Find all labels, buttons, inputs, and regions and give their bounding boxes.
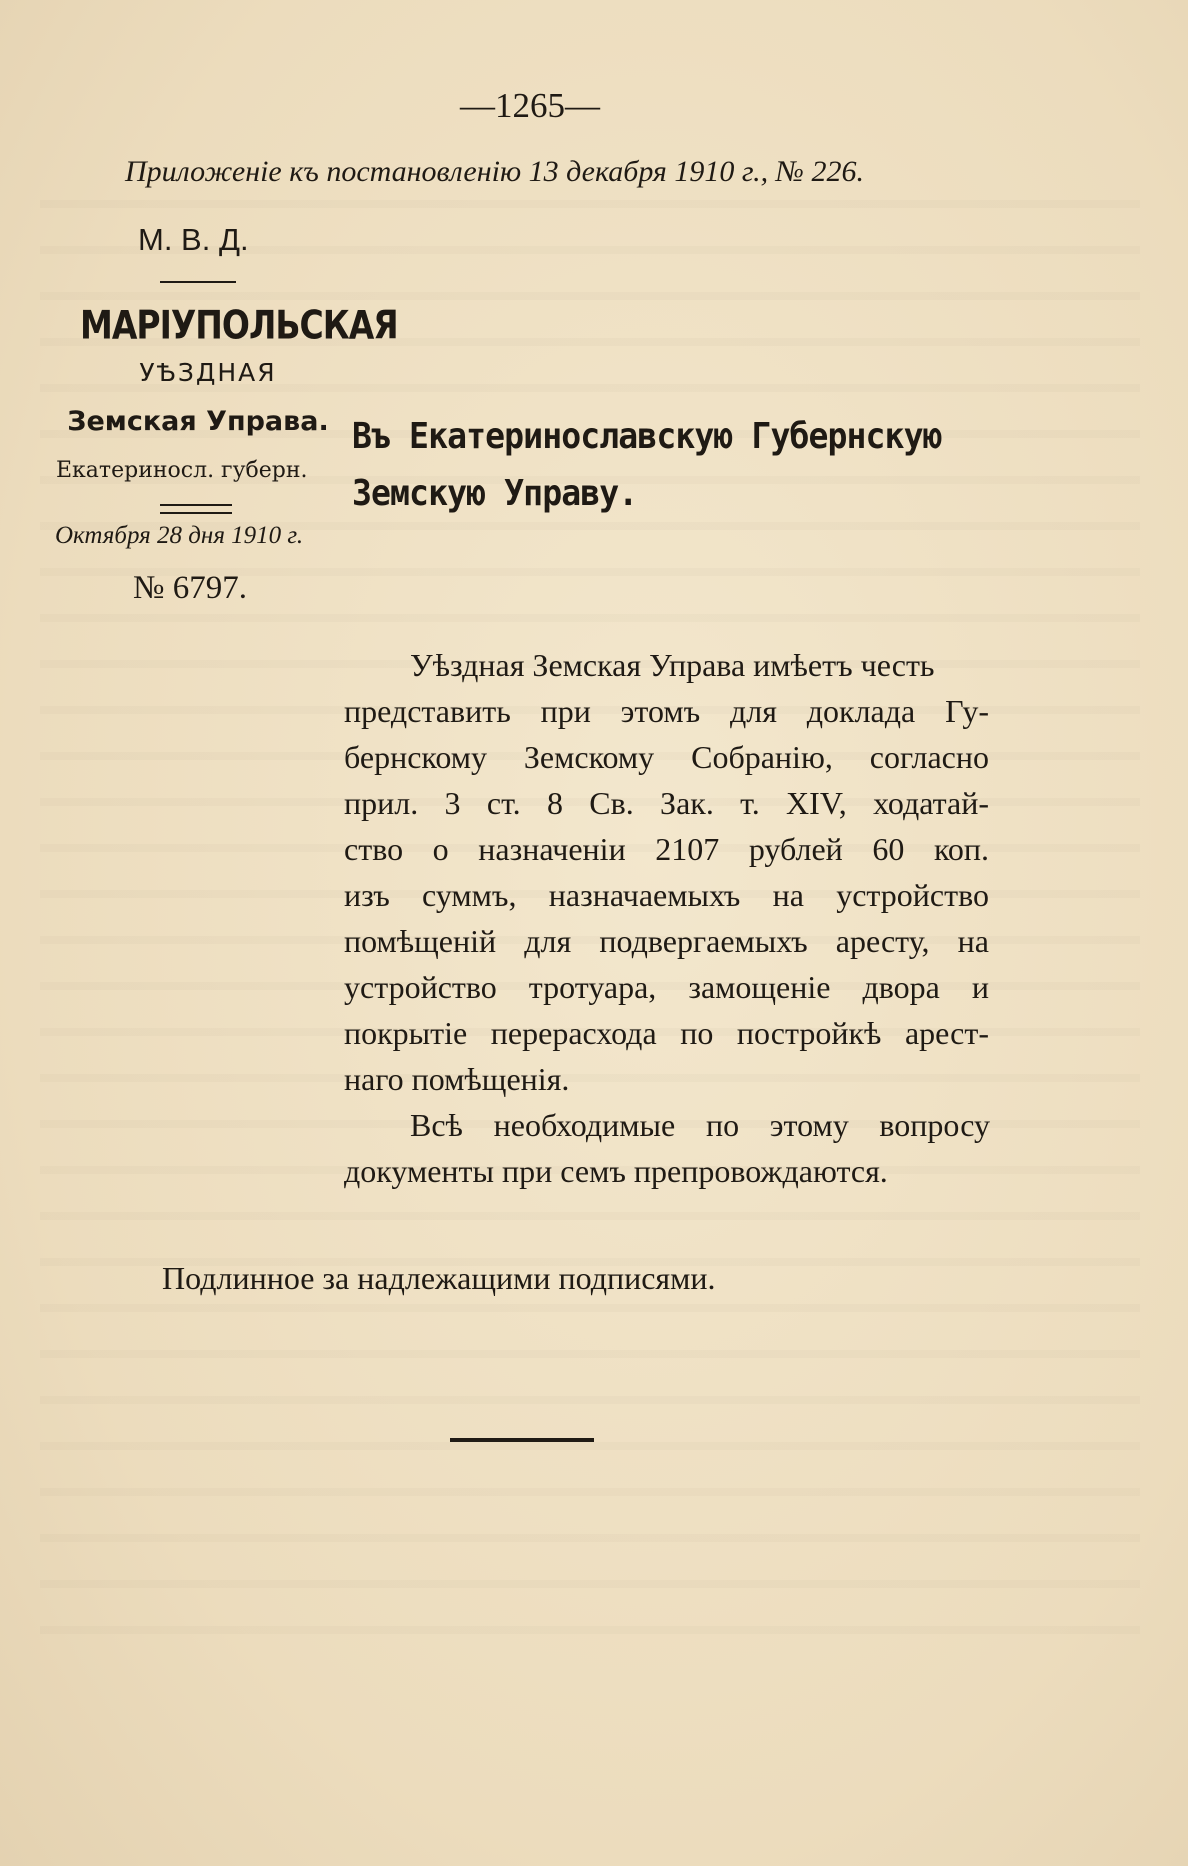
body-line: помѣщенiй для подвергаемыхъ аресту, на bbox=[344, 923, 989, 959]
letter-date: Октября 28 дня 1910 г. bbox=[55, 522, 304, 549]
body-line: устройство тротуара, замощенiе двора и bbox=[344, 969, 989, 1005]
body-line: Всѣ необходимые по этому вопросу bbox=[410, 1107, 990, 1143]
addressee-line: Земскую Управу. bbox=[352, 473, 638, 514]
body-line: покрытiе перерасхода по постройкѣ арест- bbox=[344, 1015, 989, 1051]
page-number: —1265— bbox=[460, 86, 600, 125]
ministry-abbreviation: М. В. Д. bbox=[138, 222, 249, 257]
addressee bbox=[352, 408, 942, 522]
letter-number: № 6797. bbox=[133, 570, 247, 606]
body-line: ство о назначенiи 2107 рублей 60 коп. bbox=[344, 831, 989, 867]
sender-name: МАРIУПОЛЬСКАЯ bbox=[80, 302, 398, 349]
sender-office: Земская Управа. bbox=[67, 406, 329, 437]
addressee-line: Въ Екатеринославскую Губернскую bbox=[352, 416, 942, 457]
end-divider bbox=[450, 1438, 594, 1442]
body-line: Уѣздная Земская Управа имѣетъ честь bbox=[410, 647, 935, 683]
sender-province: Екатериносл. губерн. bbox=[56, 458, 308, 483]
divider bbox=[160, 281, 236, 283]
double-divider bbox=[160, 504, 232, 514]
signature-note: Подлинное за надлежащими подписями. bbox=[162, 1260, 716, 1296]
sender-district: УѢЗДНАЯ bbox=[139, 358, 277, 387]
body-line: представить при этомъ для доклада Гу- bbox=[344, 693, 989, 729]
body-line: документы при семъ препровождаются. bbox=[344, 1153, 888, 1189]
body-line: прил. 3 ст. 8 Св. Зак. т. XIV, ходатай- bbox=[344, 785, 989, 821]
appendix-note: Приложенiе къ постановленiю 13 декабря 1910 г., № 226. bbox=[125, 155, 864, 188]
body-line: бернскому Земскому Собранiю, согласно bbox=[344, 739, 989, 775]
body-line: наго помѣщенiя. bbox=[344, 1061, 570, 1097]
body-line: изъ суммъ, назначаемыхъ на устройство bbox=[344, 877, 989, 913]
